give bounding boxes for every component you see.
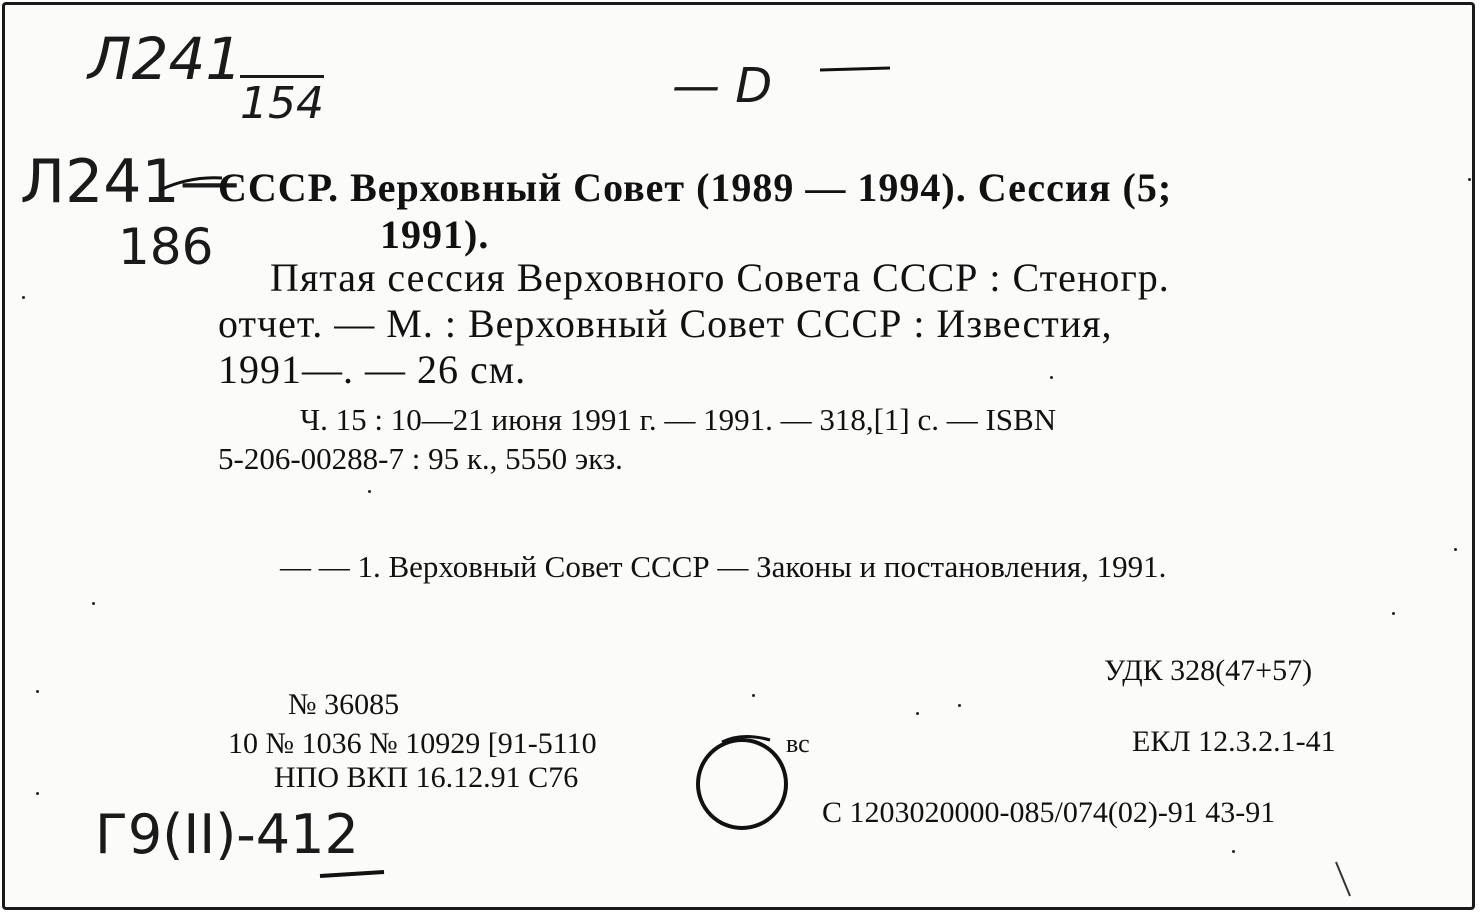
top-mark-stroke	[820, 68, 890, 70]
speck	[368, 490, 371, 493]
handwritten-mark-top: — D	[672, 58, 773, 114]
speck	[1454, 548, 1457, 551]
order-suffix: вс	[786, 729, 810, 758]
heading-line-2: 1991).	[380, 212, 490, 257]
handwritten-call-fraction-side: 186	[118, 218, 214, 276]
speck	[36, 792, 39, 795]
speck	[1392, 612, 1395, 615]
corner-stroke	[1336, 862, 1350, 896]
title-line-1: Пятая сессия Верховного Совета СССР : Стеногр.	[270, 255, 1170, 300]
speck	[916, 712, 919, 715]
part-note-line-2: 5-206-00288-7 : 95 к., 5550 экз.	[218, 441, 623, 476]
side-dash-stroke	[160, 178, 222, 190]
handwritten-call-number-side: Л241—	[20, 147, 240, 217]
bottom-note-underline	[320, 872, 384, 876]
title-line-3: 1991—. — 26 см.	[218, 347, 527, 392]
handwritten-call-fraction-top: 154	[240, 75, 324, 126]
speck	[92, 602, 95, 605]
speck	[1232, 850, 1235, 853]
speck	[1050, 376, 1053, 379]
speck	[22, 296, 25, 299]
heading-country: СССР.	[218, 165, 340, 210]
ekl-code: ЕКЛ 12.3.2.1-41	[1132, 725, 1336, 758]
heading-body: Верховный Совет (1989 — 1994). Сессия (5;	[350, 165, 1173, 210]
title-line-2: отчет. — М. : Верховный Совет СССР : Известия,	[218, 301, 1113, 346]
part-note-line-1: Ч. 15 : 10—21 июня 1991 г. — 1991. — 318,[1] с. — ISBN	[300, 402, 1057, 437]
speck	[752, 694, 755, 697]
publisher-line: НПО ВКП 16.12.91 С76	[274, 761, 579, 794]
catalog-code: С 1203020000-085/074(02)-91 43-91	[822, 796, 1276, 829]
speck	[958, 704, 961, 707]
order-line: 10 № 1036 № 10929 [91-5110	[228, 727, 597, 760]
subject-heading: — — 1. Верховный Совет СССР — Законы и постановления, 1991.	[280, 549, 1167, 584]
udk-code: УДК 328(47+57)	[1104, 654, 1313, 687]
speck	[36, 690, 39, 693]
handwritten-call-number-top: Л241	[88, 25, 243, 93]
speck	[1468, 178, 1471, 181]
stamp-circle	[698, 740, 786, 828]
handwritten-bottom-note: Г9(II)-412	[95, 803, 359, 866]
print-number: № 36085	[288, 688, 400, 721]
